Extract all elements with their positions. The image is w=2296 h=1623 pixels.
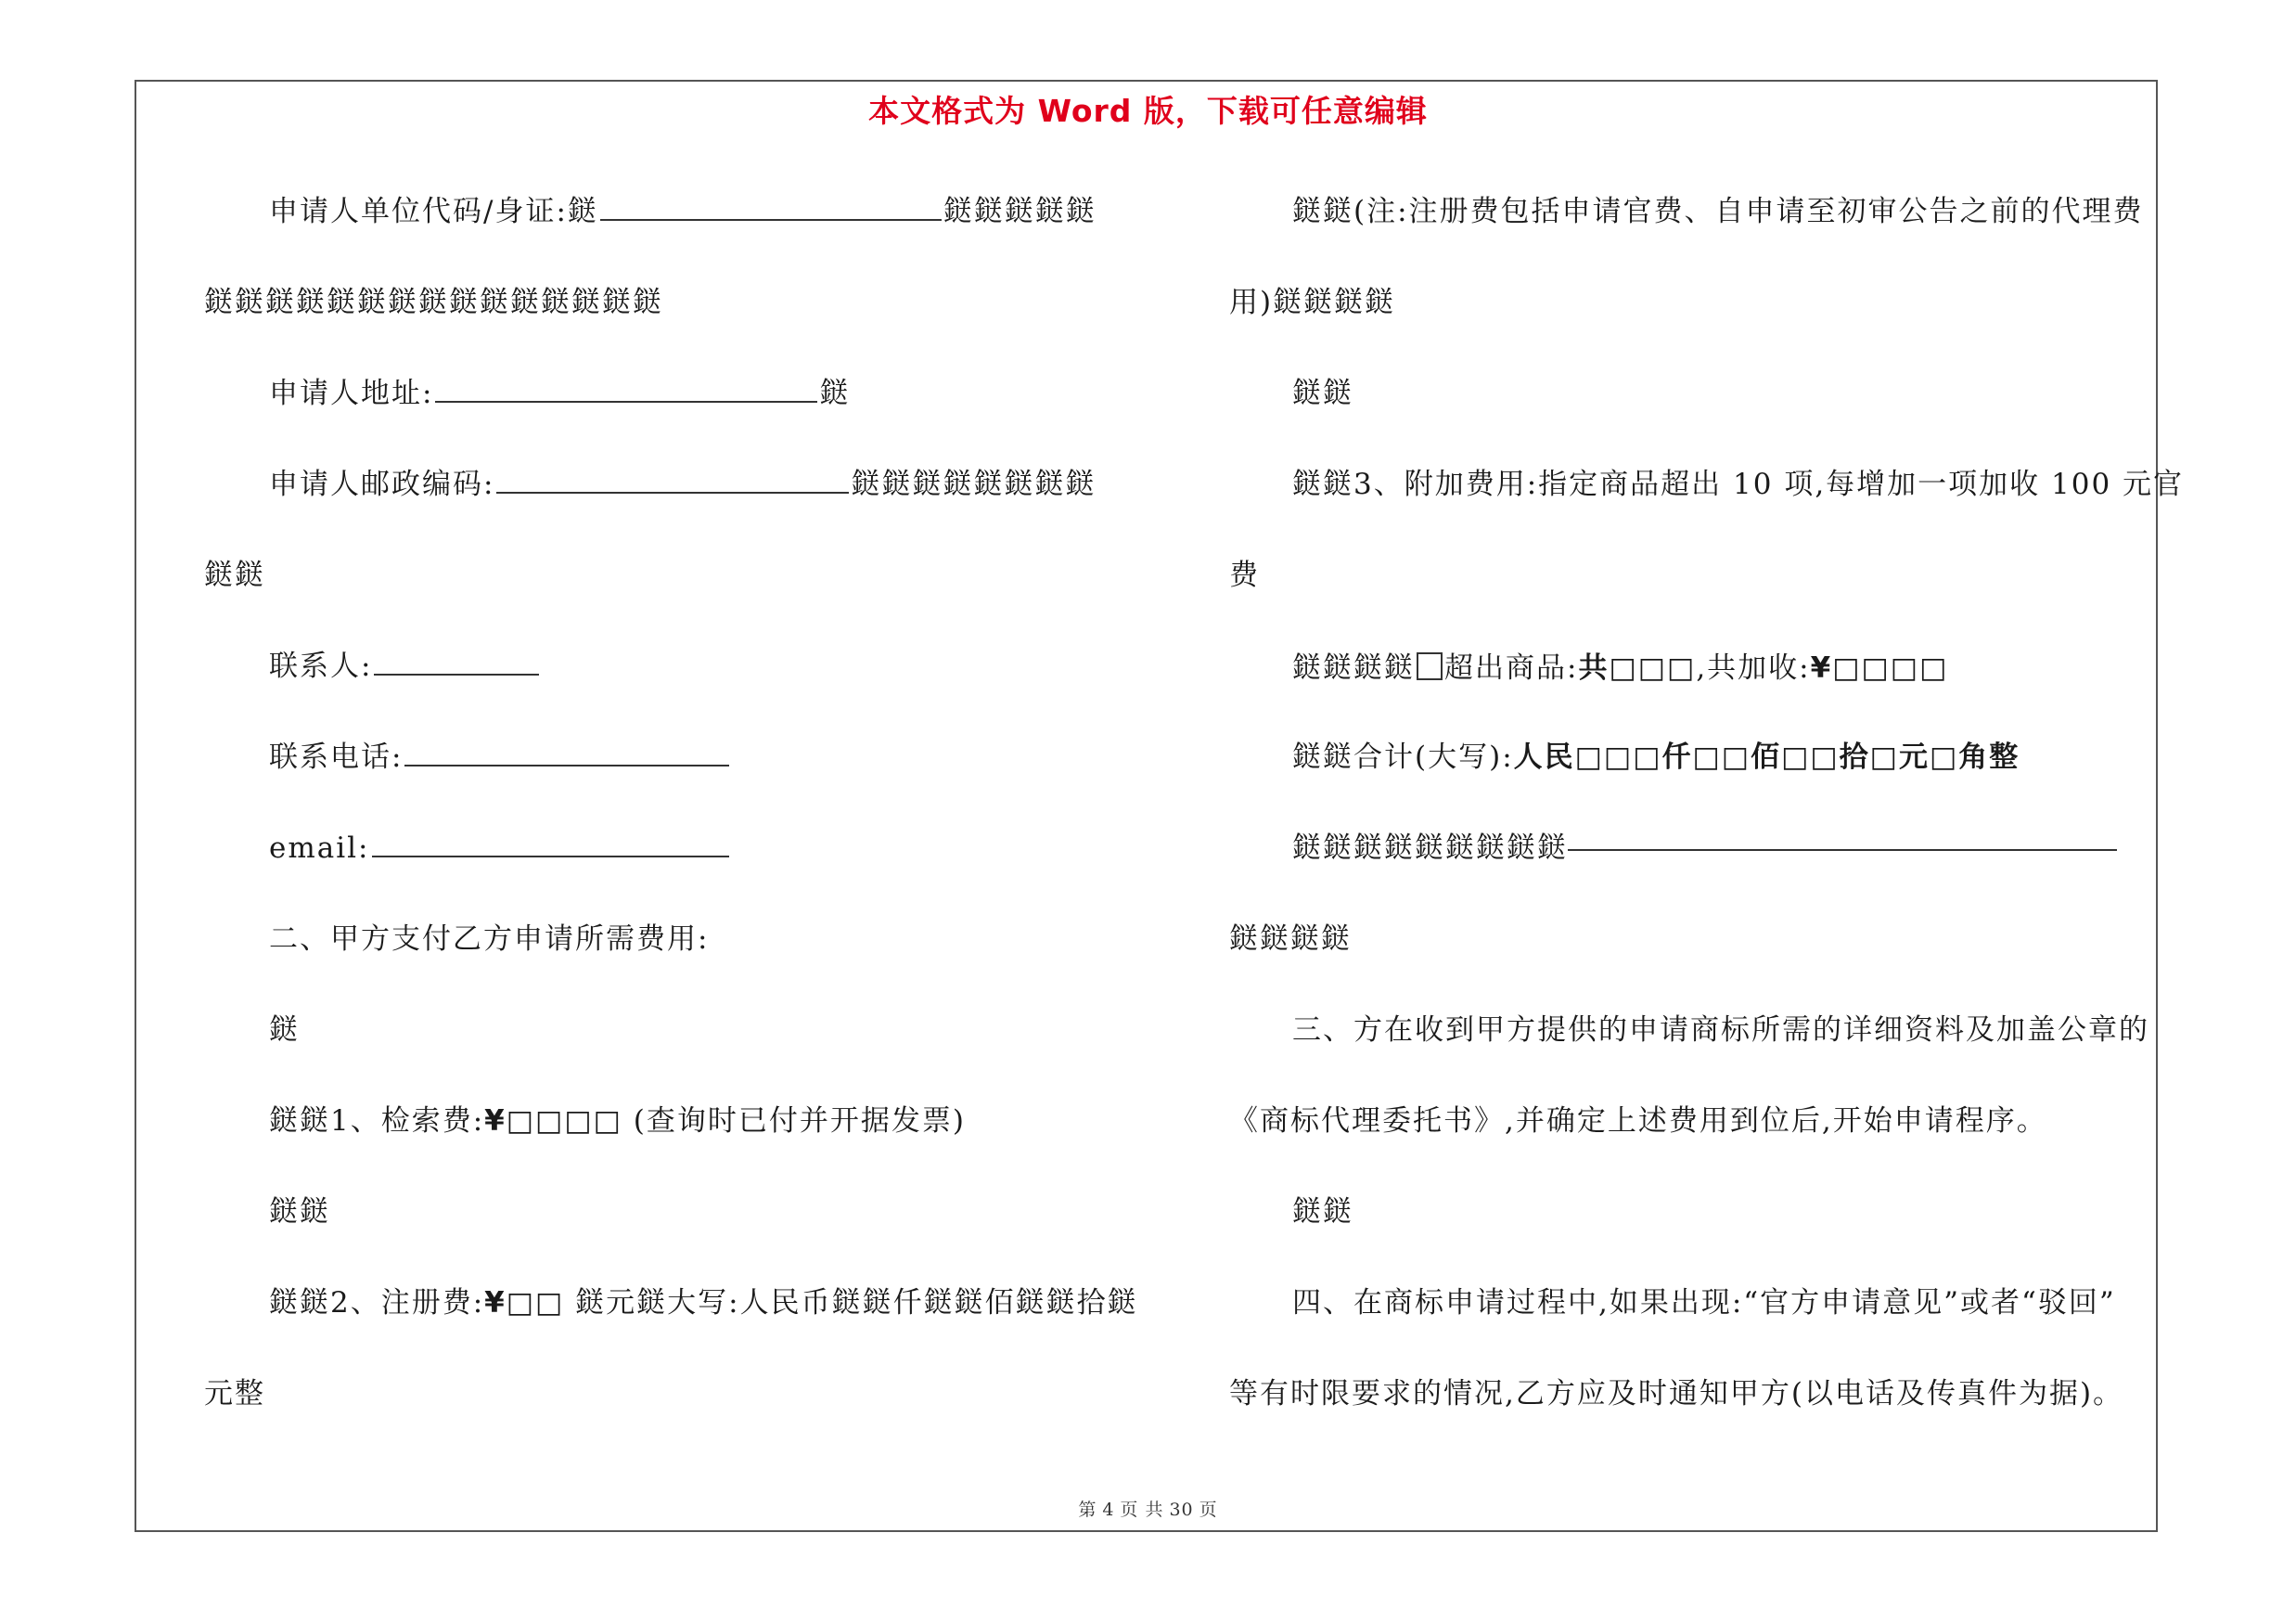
dash-rule (1568, 849, 2117, 851)
email-label: email: (269, 831, 370, 865)
contact-person-field[interactable] (374, 673, 539, 676)
fee-note-line: 鎹鎹(注:注册费包括申请官费、自申请至初审公告之前的代理费 (1292, 195, 2144, 228)
search-fee-label: 鎹鎹1、检索费: (269, 1104, 485, 1138)
filler-line: 鎹鎹 (204, 559, 265, 592)
page-footer (0, 1496, 2296, 1521)
applicant-postcode-line (269, 470, 1096, 499)
total-amount-uppercase: 人民□□□仟□□佰□□拾□元□角整 (1513, 741, 2020, 774)
excess-goods-line (1292, 652, 1948, 683)
filler-text: 鎹 (819, 377, 851, 410)
excess-goods-label: 超出商品: (1444, 651, 1579, 685)
contact-person-label: 联系人: (269, 650, 373, 683)
registration-fee-tail: 元整 (204, 1377, 265, 1410)
current-page-number: 4 (1102, 1500, 1115, 1520)
applicant-address-label: 申请人地址: (269, 377, 434, 410)
excess-fee-amount: ¥□□□□ (1810, 651, 1949, 685)
applicant-postcode-field[interactable] (496, 491, 849, 494)
contact-phone-line (269, 743, 731, 772)
checkbox[interactable] (1417, 652, 1443, 680)
footer-suffix: 页 (1199, 1500, 1218, 1520)
search-fee-amount: ¥□□□□ (484, 1104, 622, 1138)
applicant-address-line (269, 377, 851, 410)
registration-fee-line (269, 1286, 1138, 1320)
filler-text: 鎹鎹鎹鎹 (1292, 651, 1415, 685)
section-three-tail: 《商标代理委托书》,并确定上述费用到位后,开始申请程序。 (1229, 1104, 2047, 1138)
footer-prefix: 第 (1078, 1500, 1097, 1520)
filler-text: 鎹鎹鎹鎹鎹鎹鎹鎹 (851, 468, 1097, 501)
document-banner: 本文格式为 Word 版，下载可任意编辑 (868, 93, 1428, 129)
fee-note-tail: 用)鎹鎹鎹鎹 (1229, 286, 1396, 319)
filler-line: 鎹鎹鎹鎹 (1229, 922, 1352, 956)
divider-line (1292, 831, 2117, 865)
applicant-address-field[interactable] (435, 400, 817, 403)
section-four-tail: 等有时限要求的情况,乙方应及时通知甲方(以电话及传真件为据)。 (1229, 1377, 2124, 1410)
additional-fee-line: 鎹鎹3、附加费用:指定商品超出 10 项,每增加一项加收 100 元官 (1292, 468, 2185, 501)
section-two-heading: 二、甲方支付乙方申请所需费用: (269, 922, 710, 956)
footer-mid: 页 共 (1120, 1500, 1164, 1520)
excess-goods-count: 共□□□ (1578, 651, 1697, 685)
search-fee-note: (查询时已付并开据发票) (622, 1104, 966, 1138)
total-label: 鎹鎹合计(大写): (1292, 741, 1514, 774)
contact-phone-field[interactable] (404, 764, 729, 766)
total-page-count: 30 (1169, 1500, 1194, 1520)
filler-line: 鎹鎹 (1292, 1195, 1353, 1229)
contact-person-line (269, 652, 541, 681)
applicant-code-field[interactable] (600, 218, 942, 221)
applicant-code-label: 申请人单位代码/身证:鎹 (269, 195, 598, 228)
filler-line: 鎹鎹 (269, 1195, 330, 1229)
registration-fee-uppercase: 鎹元鎹大写:人民币鎹鎹仟鎹鎹佰鎹鎹拾鎹 (564, 1286, 1138, 1320)
applicant-postcode-label: 申请人邮政编码: (269, 468, 495, 501)
email-line (269, 831, 731, 865)
filler-line: 鎹鎹鎹鎹鎹鎹鎹鎹鎹鎹鎹鎹鎹鎹鎹 (204, 286, 663, 319)
search-fee-line (269, 1104, 966, 1138)
total-line (1292, 743, 2020, 772)
filler-text: 鎹鎹鎹鎹鎹鎹鎹鎹鎹 (1292, 831, 1568, 865)
filler-line: 鎹 (269, 1013, 300, 1047)
excess-fee-label: ,共加收: (1696, 651, 1811, 685)
applicant-code-line (269, 195, 1097, 228)
section-three-line: 三、方在收到甲方提供的申请商标所需的详细资料及加盖公章的 (1292, 1013, 2149, 1047)
section-four-line: 四、在商标申请过程中,如果出现:“官方申请意见”或者“驳回” (1292, 1286, 2116, 1320)
contact-phone-label: 联系电话: (269, 741, 404, 774)
filler-text: 鎹鎹鎹鎹鎹 (943, 195, 1097, 228)
filler-line: 鎹鎹 (1292, 377, 1353, 410)
registration-fee-label: 鎹鎹2、注册费: (269, 1286, 485, 1320)
additional-fee-tail: 费 (1229, 559, 1260, 592)
registration-fee-amount: ¥□□ (484, 1286, 565, 1320)
email-field[interactable] (372, 855, 729, 857)
